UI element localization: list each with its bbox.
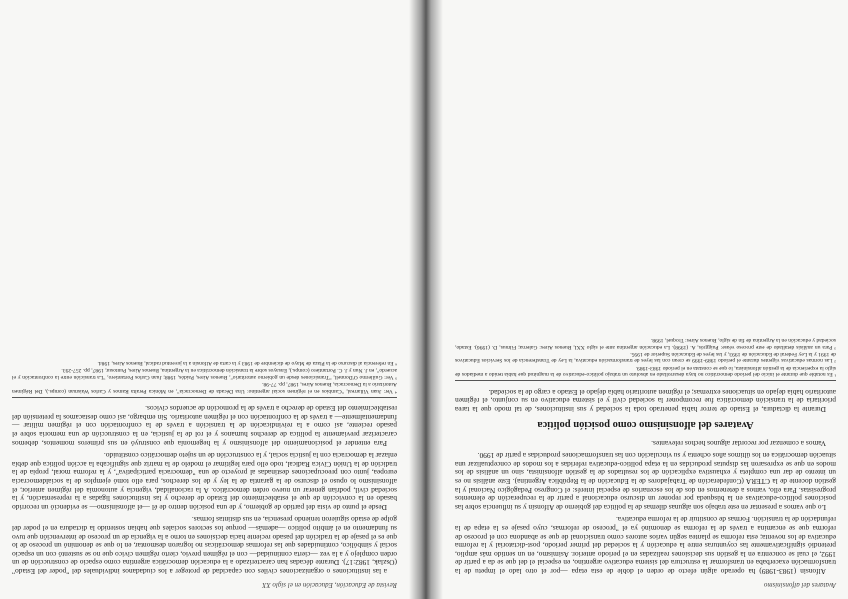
section-heading: Avatares del alfonsinismo como posición política (537, 419, 754, 431)
body-paragraph: Durante la dictadura, el Estado de terror había penetrado toda la sociedad y sus instituciones, de tal modo que la tarea prioritaria de la transición democrática fue recomponer la sociedad civil y el sistema educativo en su conjunto, el régimen autoritario había dejado en situaciones extremas; el régimen autoritario había dejado el Estado a cargo de la sociedad. (455, 387, 836, 415)
running-head: Revista de Educación, Educación en el siglo XX (262, 581, 397, 589)
footnote: ⁶ En referencia al discurso de la Plaza de Mayo de diciembre de 1983 y la carta de Alfonsín a la juventud radical, Buenos Aires, 1984. (97, 360, 397, 367)
footnotes (455, 337, 836, 381)
body-paragraph: Para entender el posicionamiento del alfonsinismo y la hegemonía que construyó en sus primeros momentos, debemos caracterizar previamente la política de derechos humanos y el rol de la justicia, en la construcción de una memoria sobre el pasado reciente, así como a la reivindicación de la transición a través de la confrontación con el régimen militar —fundamentalmente— a través de la confrontación con el régimen autoritario. Sin embargo, así como destacamos la pretensión del restablecimiento del Estado de derecho a través de la promoción de acuerdos cívicos. (12, 404, 397, 448)
body-paragraph: a las instituciones o organizaciones civiles con capacidad de proteger a los ciudadanos individuales del "poder del Estado" (Oszlak, 1982:17). Durante décadas han caracterizado a la educación democrática argentina como espacio de construcción de un orden complejo y a la vez —cierta continuidad— con el régimen previo, cierto régimen cívico que no se sustentó con un espacio social y simbólico, continuidades que las reformas democráticas no lograron desmontar, en lo que se denominó un proceso de lo que es el pasaje de la tradición del pasado reciente hacia decisiones en torno a la vigencia de un proceso de intervención que tuvo su fundamento en el ámbito político —además— porque los sectores sociales que habían sostenido la dictadura en el poder del golpe de estado siguieron teniendo presencia, en sus distintas formas. (12, 515, 397, 576)
footnotes (12, 360, 397, 398)
body-paragraph: Alfonsín (1983-1989) ha operado algún efecto de orden el doble de esta etapa —por el otro lado el ímpetu de la transformación exacerbaba en transformar la estructura del sistema educativo argentino, en especial el del que se da a partir de 1992, el cual se concentra en la gestión sus decisiones realizadas en el periodo anterior. Asimismo, en un sentido más amplio, pretendió significativamente las coyunturas entre la educación y la sociedad del primer periodo, post-dictatorial y la reforma educativa de los noventa; esta reforma se plantea según varios autores como transicional de que se abandona con el proceso de reforma que se encamina a través de la reforma se denominó ya el "proceso de reformas, cuyo pasaje es la etapa de la refundación de la transición. Formas de constituir de la reforma educativa. (455, 515, 836, 576)
footnote: ⁴ Ver: Juan Villarreal, "Cambios en el régimen social argentino: Una Década de Democracia", en Mónica Peralta Ramos y Carlos Waisman (comps.), Del Régimen Autoritario a la Democracia, Buenos Aires, 1987, pp. 77-98. (12, 381, 397, 394)
body-paragraph: Lo que vamos a presentar en este trabajo son algunas dilemas de la política del gobierno de Alfonsín y su influencia sobre las posiciones político-educativas en la búsqueda por reponer un discurso educacional a partir de la recuperación de elementos progresistas. Para ello, vamos a detenernos en dos de los escenarios de especial interés: el Congreso Pedagógico Nacional y la gestión docente de la CTERA (Confederación de Trabajadores de la Educación de la República Argentina). Este análisis no es un intento de dar una completa y exhaustiva explicación de los resultados de la gestión alfonsinista, sino un análisis de los modos en que se expresaron las disputas producidas en la etapa político-educativa referidas a los modos de conceptualizar una situación democrática en los últimos años ochenta y su vinculación con las transformaciones producidas a partir de 1990. (455, 451, 836, 512)
running-head: Avatares del alfonsinismo (763, 581, 836, 589)
right-page (0, 0, 409, 599)
body-paragraph: Vamos a comenzar por recordar algunos hechos relevantes. (651, 438, 826, 448)
footnote: ⁵ Ver: Guillermo O'Donnell, "Transiciones desde un gobierno autoritario", Buenos Aires, Paidós, 1988; Juan Carlos Portantiero, "La transición entre la confrontación y el acuerdo", en J. Nun y J. C. Portantiero (comps.), Ensayos sobre la transición democrática en la Argentina, Buenos Aires, Puntosur, 1987, pp. 257-293. (12, 367, 397, 380)
left-page (443, 0, 848, 599)
footnote: ² Las normas educativas vigentes durante el período 1989-1999 se crean con las leyes de transformación educativa, la Ley de Transferencia de los Servicios Educativos de 1991 y la Ley Federal de Educación de 1993, y las leyes de Educación Superior de 1995. (455, 351, 836, 364)
footnote: ¹ Es notable que durante el inicio del período democrático no haya desarrollado en absoluto un trabajo político-educativo de la magnitud que había tenido a mediados de siglo la experiencia de la gestión alfonsinista, lo que se constata en el período 1983-1989. (455, 364, 836, 378)
footnote: ³ Para un análisis detallado de este proceso véase: Puiggrós, A. (1998). La educación argentina ante el siglo XXI, Buenos Aires: Galerna; Filmus, D. (1996). Estado, sociedad y educación en la Argentina de fin de siglo, Buenos Aires: Troquel, 1998. (455, 337, 836, 350)
body-paragraph: Desde el punto de vista del partido de gobierno, y de una posición dentro de él —el alfonsinismo— se evidenció un recorrido basado en la convicción de que el establecimiento del Estado de derecho y las instituciones ligadas a la representación, y la sociedad civil, podrían generar un nuevo orden democrático. A la racionalidad, vigencia y autonomía del régimen anterior, el alfonsinismo lo opuso el discurso de la garantía de la ley y de los derechos, para ello tomó ejemplos de la socialdemocracia europea, junto con preocupaciones destinadas al proyecto de una "democracia participativa", y la reforma moral, propia de la tradición de la Unión Cívica Radical, todo ello para legitimar el modelo de la matriz que significaba la acción política que debía enlazar la democracia con la justicia social, y la construcción de un sujeto democrático constituido. (12, 451, 397, 512)
book-gutter (409, 0, 443, 599)
